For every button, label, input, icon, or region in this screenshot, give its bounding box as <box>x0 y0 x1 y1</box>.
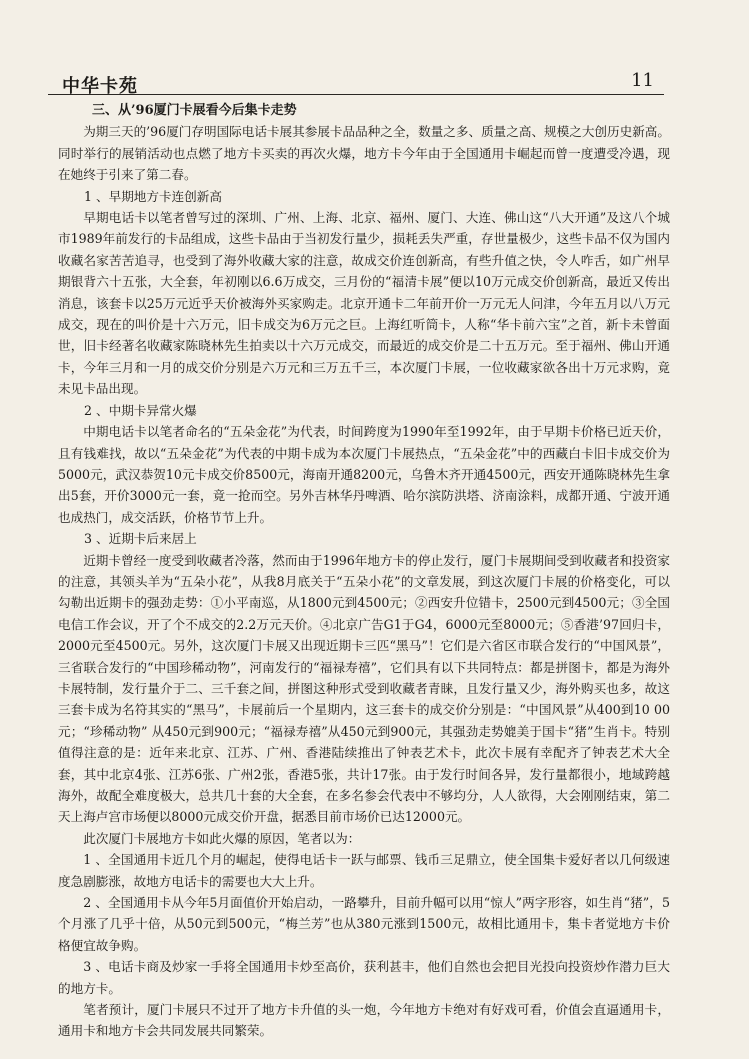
early-cards-paragraph: 早期电话卡以笔者曾写过的深圳、广州、上海、北京、福州、厦门、大连、佛山这“八大开通”及这八个城市1989年前发行的卡品组成，这些卡品由于当初发行量少，损耗丢失严重，存世量极少，这些卡品不仅为国内收藏名家苦苦追寻，也受到了海外收藏大家的注意，故成交价连创新高，有些升值之快，令人咋舌，如广州早期银背六十五张，大全套，年初刚以6.6万成交，三月份的“福清卡展”便以10万元成交价创新高，最近又传出消息，该套卡以25万元近乎天价被海外买家购走。北京开通卡二年前开价一万元无人问津，今年五月以八万元成交，现在的叫价是十六万元，旧卡成交为6万元之巨。上海红听筒卡，人称“华卡前六宝”之首，新卡未曾面世，旧卡经著名收藏家陈晓林先生拍卖以十六万元成交，而最近的成交价是二十五万元。至于福州、佛山开通卡，今年三月和一月的成交价分别是六万元和三万五千三，本次厦门卡展，一位收藏家欲各出十万元求购，竟未见卡品出现。 <box>58 210 670 397</box>
reasons-intro: 此次厦门卡展地方卡如此火爆的原因，笔者以为： <box>83 830 361 846</box>
intro-paragraph: 为期三天的’96厦门存明国际电话卡展其参展卡品品种之全，数量之多、质量之高、规模之大创历史新高。同时举行的展销活动也点燃了地方卡买卖的再次火爆，地方卡今年由于全国通用卡崛起而曾一度遭受冷遇，现在她终于引来了第二春。 <box>58 124 670 183</box>
conclusion-paragraph: 笔者预计，厦门卡展只不过开了地方卡升值的头一炮，今年地方卡绝对有好戏可看，价值会直逼通用卡，通用卡和地方卡会共同发展共同繁荣。 <box>58 1002 670 1039</box>
subheading-early-cards: 1 、早期地方卡连创新高 <box>84 188 222 204</box>
reason-2: 2 、全国通用卡从今年5月面值价开始启动，一路攀升，目前升幅可以用“惊人”两字形容，如生肖“猪”，5个月涨了几乎十倍，从50元到500元，“梅兰芳”也从380元涨到1500元，故相比通用卡，集卡者觉地方卡价格便宜故争购。 <box>58 895 670 953</box>
reason-1: 1 、全国通用卡近几个月的崛起，使得电话卡一跃与邮票、钱币三足鼎立，使全国集卡爱好者以几何级速度急剧膨涨，故地方电话卡的需要也大大上升。 <box>58 852 670 889</box>
header-rule <box>48 94 664 95</box>
subheading-mid-cards: 2 、中期卡异常火爆 <box>84 402 197 418</box>
section-title: 三、从’96厦门卡展看今后集卡走势 <box>92 103 297 118</box>
mid-cards-paragraph: 中期电话卡以笔者命名的“五朵金花”为代表，时间跨度为1990年至1992年，由于早期卡价格已近天价，且有钱难找，故以“五朵金花”为代表的中期卡成为本次厦门卡展热点，“五朵金花”中的西藏白卡旧卡成交价为5000元，武汉恭贺10元卡成交价8500元，海南开通8200元，乌鲁木齐开通4500元，西安开通陈晓林先生拿出5套，开价3000元一套，竟一抢而空。另外吉林华丹啤酒、哈尔滨防洪塔、济南涂料，成都开通、宁波开通也成热门，成交活跃，价格节节上升。 <box>58 424 670 525</box>
article-body <box>58 100 670 1042</box>
reason-3: 3 、电话卡商及炒家一手将全国通用卡炒至高价，获利甚丰，他们自然也会把目光投向投资炒作潜力巨大的地方卡。 <box>58 959 670 996</box>
page-number: 11 <box>631 70 654 91</box>
page-header <box>48 66 664 96</box>
subheading-recent-cards: 3 、近期卡后来居上 <box>84 531 197 547</box>
recent-cards-paragraph: 近期卡曾经一度受到收藏者冷落，然而由于1996年地方卡的停止发行，厦门卡展期间受到收藏者和投资家的注意，其领头羊为“五朵小花”，从我8月底关于“五朵小花”的文章发展，到这次厦门卡展的价格变化，可以勾勒出近期卡的强劲走势：①小平南巡，从1800元到4500元；②西安升位错卡，2500元到4500元；③全国电信工作会议，开了个不成交的2.2万元天价。④北京广告G1于G4，6000元至8000元；⑤香港’97回归卡，2000元至4500元。另外，这次厦门卡展又出现近期卡三匹“黑马”！它们是六省区市联合发行的“中国风景”，三省联合发行的“中国珍稀动物”，河南发行的“福禄寿禧”，它们具有以下共同特点：都是拼图卡，都是为海外卡展特制，发行量介于二、三千套之间，拼图这种形式受到收藏者青睐，且发行量又少，海外购买也多，故这三套卡成为名符其实的“黑马”，卡展前后一个星期内，这三套卡的成交价分别是：“中国风景”从400到10 00元；“珍稀动物” 从450元到900元；“福禄寿禧”从450元到900元，其强劲走势媲美于国卡“猪”生肖卡。特别值得注意的是：近年来北京、江苏、广州、香港陆续推出了钟表艺术卡，此次卡展有幸配齐了钟表艺术大全套，其中北京4张、江苏6张、广州2张，香港5张，共计17张。由于发行时间各异，发行量都很小，地域跨越海外，故配全难度极大，总共几十套的大全套，在多名参会代表中不够均分，人人欲得，大会刚刚结束，第二天上海卢宫市场便以8000元成交价开盘，据悉目前市场价已达12000元。 <box>58 552 670 825</box>
journal-title: 中华卡苑 <box>62 76 138 97</box>
